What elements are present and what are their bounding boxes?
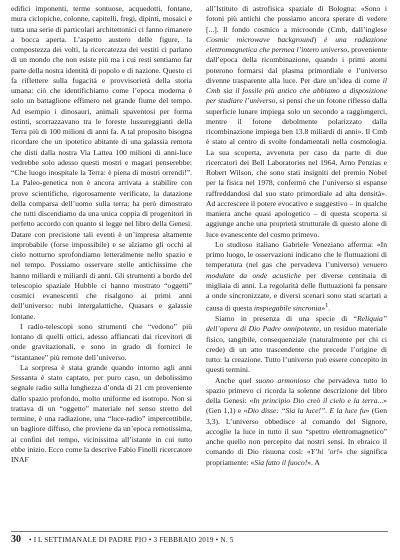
right-text-column [206,4,387,468]
paragraph: Lo studioso italiano Gabriele Veneziano afferma: «In primo luogo, le osservazioni indicano che le fluttuazioni di temperatura (nel gas che pervadeva l’universo) venuero modulate da onde acustiche per diverse centinaia di migliaia di anni. La regolarità delle fluttuazioni fa pensare a onde sincronizzate, e diversi scenari sono stati scartati a causa di questa inspiegabile sincronia»$^1$. [206,239,387,313]
page-footer [11,535,388,545]
paragraph: Anche quel suono armonioso che pervadeva tutto lo spazio primevo ci ricorda la solenne descrizione del libro della Genesi: «In principio Dio creò il cielo e la terra...» (Gen 1,1) e «Dio disse: “Sia la luce!”. E la luce fu» (Gen 3,3). L’universo obbedisce al comando del Signore, accoglie la luce in tutto il suo “spettro elettromagnetico” anche quello non percepito dai nostri sensi. In ebraico il comando di Dio risuona così: «Y’hi ’or!» che significa propriamente: «Sia fatto il fuoco!». A [206,375,388,467]
paragraph: Siamo in presenza di una specie di “Reliquia” dell’opera di Dio Padre onnipotente, un residuo materiale fisico, tangibile, consequenziale (naturalmente per chi ci crede) di un atto trascendente che precede l’origine di tutto: la creazione. Tutto l’universo può essere concepito in questi termini. [206,314,387,375]
paragraph: I radio-telescopi sono strumenti che “vedono” più lontano di quelli ottici, adesso affiancati dai ricevitori di onde gravitazionali, e sono in grado di fornirci le “istantanee” più remote dell’universo. [11,321,192,362]
left-text-column [11,4,192,465]
page-number: 30 [11,534,21,545]
paragraph: edifici imponenti, terme sontuose, acquedotti, fontane, mura ciclopiche, colonne, capitelli, fregi, dipinti, mosaici e tutta una serie di particolari architettonici ci fanno rimanere a bocca aperta. L’aspetto austero delle figure, la compostezza dei volti, la ricercatezza dei vestiti ci parlano di un mondo che non esiste più ma i cui resti sentiamo far parte della nostra identità di popolo e di nazione. Questo ci fa riflettere sulla fugacità e provvisorietà della storia umana: ciò che identifichiamo come l’epoca moderna è solo un battaglione effimero nel grande fiume del tempo. Ad esempio i dinosauri, animali spaventosi per forma estinti, scorrazzavano tra le foreste lussureggianti della Terra più di 100 milioni di anni fa. A tal proposito bisogna ricordare che un ipotetico abitante di una galassia remota che disti dalla nostra Via Lattea 100 milioni di anni-luce vedrebbe solo adesso questi mostri e magari penserebbe: “Che luogo inospitale la Terra: è piena di mostri orrendi!”. La Paleo-genetica non è ancora arrivata a stabilire con prove scientifiche, rigorosamente verificate, la datazione della comparsa dell’uomo sulla terra; ha però dimostrato che tutti discendiamo da una unica coppia di progenitori in perfetto accordo con quanto si legge nel libro della Genesi. Datare con precisione tali eventi è un’impresa altamente improbabile (forse impossibile) e se alziamo gli occhi al cielo notturno sprofondiamo letteralmente nello spazio e nel tempo. Possiamo osservare stelle antichissime che hanno miliardi e miliardi di anni. Gli strumenti a bordo del telescopio spaziale Hubble ci hanno mostrato “oggetti” cosmici evanescenti che risalgono ai primi anni dell’universo: nubi intergalattiche, Quasars e galassie lontane. [11,4,192,321]
paragraph: La sorpresa è stata grande quando intorno agli anni Sessanta è stato captato, per puro caso, un debolissimo segnale radio sulla lunghezza d’onda di 21 cm proveniente dallo spazio profondo, molto uniforme ed isotropo. Non si trattava di un “oggetto” materiale nel senso stretto del termine, è una radiazione, una “luce-radio” impercettibile, un bagliore diffuso, che proviene da un’epoca remotissima, ai confini del tempo, vicinissima all’istante in cui tutto ebbe inizio. Ecco come la descrive Fabio Finelli ricercatore INAF [11,362,192,464]
paragraph: all’Istituto di astrofisica spaziale di Bologna: «Sono i fotoni più antichi che possiamo ancora sperare di vedere [...]. Il fondo cosmico a microonde (Cmb, dall’inglese Cosmic microwave background) è una radiazione elettromagnetica che permea l’intero universo, proveniente dall’epoca della ricombinazione, quando i primi atomi poterono formarsi dal plasma primordiale e l’universo divenne trasparente alla luce. Per dare un’idea di come il Cmb sia il fossile più antico che abbiamo a disposizione per studiare l’universo, si pensi che un fotone riflesso dalla superficie lunare impiega solo un secondo a raggiungerci, mentre il fotone debolmente polarizzato dalla ricombinazione impiega ben 13.8 miliardi di anni». Il Cmb è stato al centro di svolte fondamentali nella cosmologia. La sua scoperta, avvenuta per caso da parte di due ricercatori dei Bell Laboratories nel 1964, Arno Penzias e Robert Wilson, che sono stati insigniti del premio Nobel per la fisica nel 1978, confermò che l’universo si espanse raffreddandosi dal suo stato primordiale ad alta densità». Ad accrescere il potere evocativo e suggestivo – in qualche maniera anche quasi apologetico – di questa scoperta si aggiunge anche una proprietà strutturale di questo alone di luce evanescente del cosmo primevo. [206,4,388,239]
footer-divider [11,531,388,532]
publication-line: • I L SETTIMANALE DI PADRE PIO • 3 FEBBRAIO 2019 • N. 5 [29,536,234,544]
